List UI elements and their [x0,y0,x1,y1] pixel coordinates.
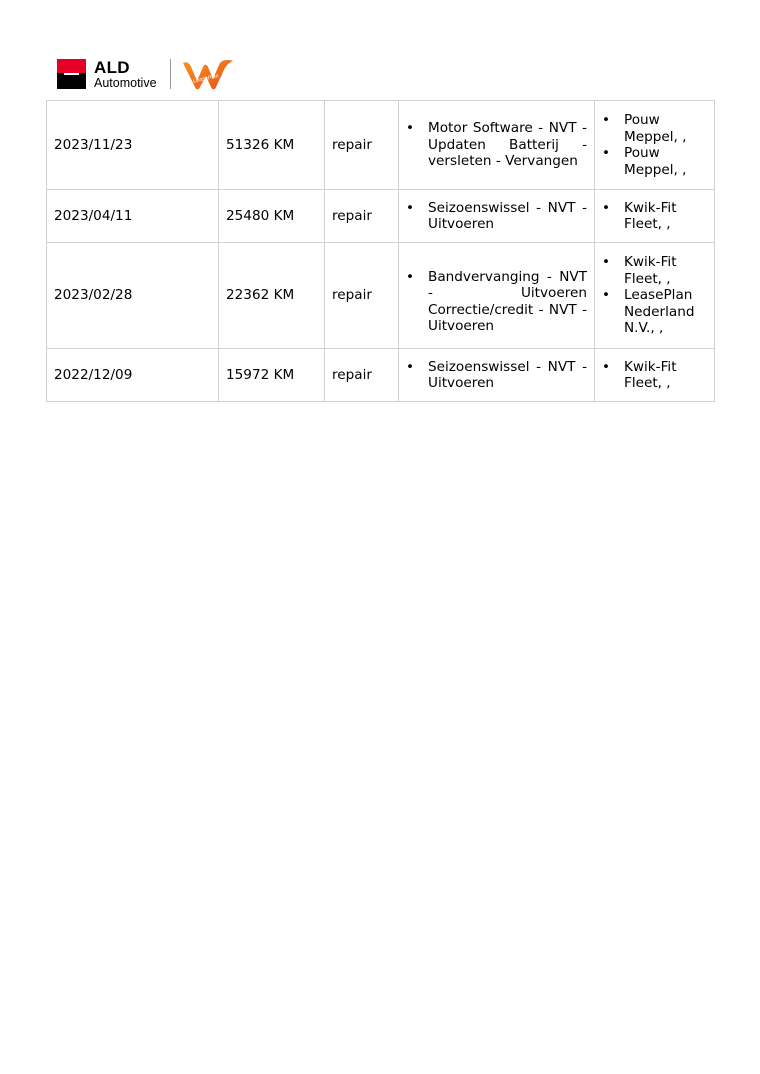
description-list [406,120,587,170]
ald-automotive-logo [57,59,157,90]
supplier-item: • Pouw Meppel, , [602,112,707,145]
table-row [47,190,715,243]
leaseplan-logo-w-icon [181,57,235,91]
date-cell: 2022/12/09 [47,349,219,402]
logo-divider [170,59,171,89]
supplier-cell [595,349,715,402]
table-row [47,349,715,402]
date-cell: 2023/04/11 [47,190,219,243]
description-cell [399,190,595,243]
supplier-cell [595,190,715,243]
description-item: • Seizoenswissel - NVT - Uitvoeren [406,200,587,233]
description-item: • Bandvervanging - NVT - Uitvoeren Correctie/credit - NVT - Uitvoeren [406,269,587,335]
ald-logo-line2: Automotive [94,75,157,90]
supplier-item: • Kwik-Fit Fleet, , [602,200,707,233]
type-cell: repair [325,349,399,402]
table-row [47,101,715,190]
type-cell: repair [325,101,399,190]
ald-logo-wordmark [94,59,157,90]
description-cell [399,101,595,190]
supplier-item: • Kwik-Fit Fleet, , [602,359,707,392]
mileage-cell: 22362 KM [219,243,325,349]
date-cell: 2023/11/23 [47,101,219,190]
type-cell: repair [325,190,399,243]
supplier-item: • Pouw Meppel, , [602,145,707,178]
leaseplan-logo [181,57,235,91]
description-list [406,359,587,392]
table-row [47,243,715,349]
description-list [406,200,587,233]
ald-logo-line1: ALD [94,57,130,77]
supplier-list [602,254,707,337]
supplier-item: • Kwik-Fit Fleet, , [602,254,707,287]
mileage-cell: 51326 KM [219,101,325,190]
mileage-cell: 15972 KM [219,349,325,402]
description-list [406,269,587,335]
description-cell [399,349,595,402]
supplier-list [602,112,707,178]
description-item: • Motor Software - NVT - Updaten Batterij - versleten - Vervangen [406,120,587,170]
description-cell [399,243,595,349]
supplier-item: • LeasePlan Nederland N.V., , [602,287,707,337]
description-item: • Seizoenswissel - NVT - Uitvoeren [406,359,587,392]
leaseplan-logo-text: LeasePlan [192,73,219,85]
supplier-cell [595,243,715,349]
type-cell: repair [325,243,399,349]
maintenance-history-table [46,100,715,402]
date-cell: 2023/02/28 [47,243,219,349]
supplier-list [602,359,707,392]
mileage-cell: 25480 KM [219,190,325,243]
page-header [57,56,235,92]
supplier-list [602,200,707,233]
ald-logo-mark-icon [57,59,86,89]
supplier-cell [595,101,715,190]
